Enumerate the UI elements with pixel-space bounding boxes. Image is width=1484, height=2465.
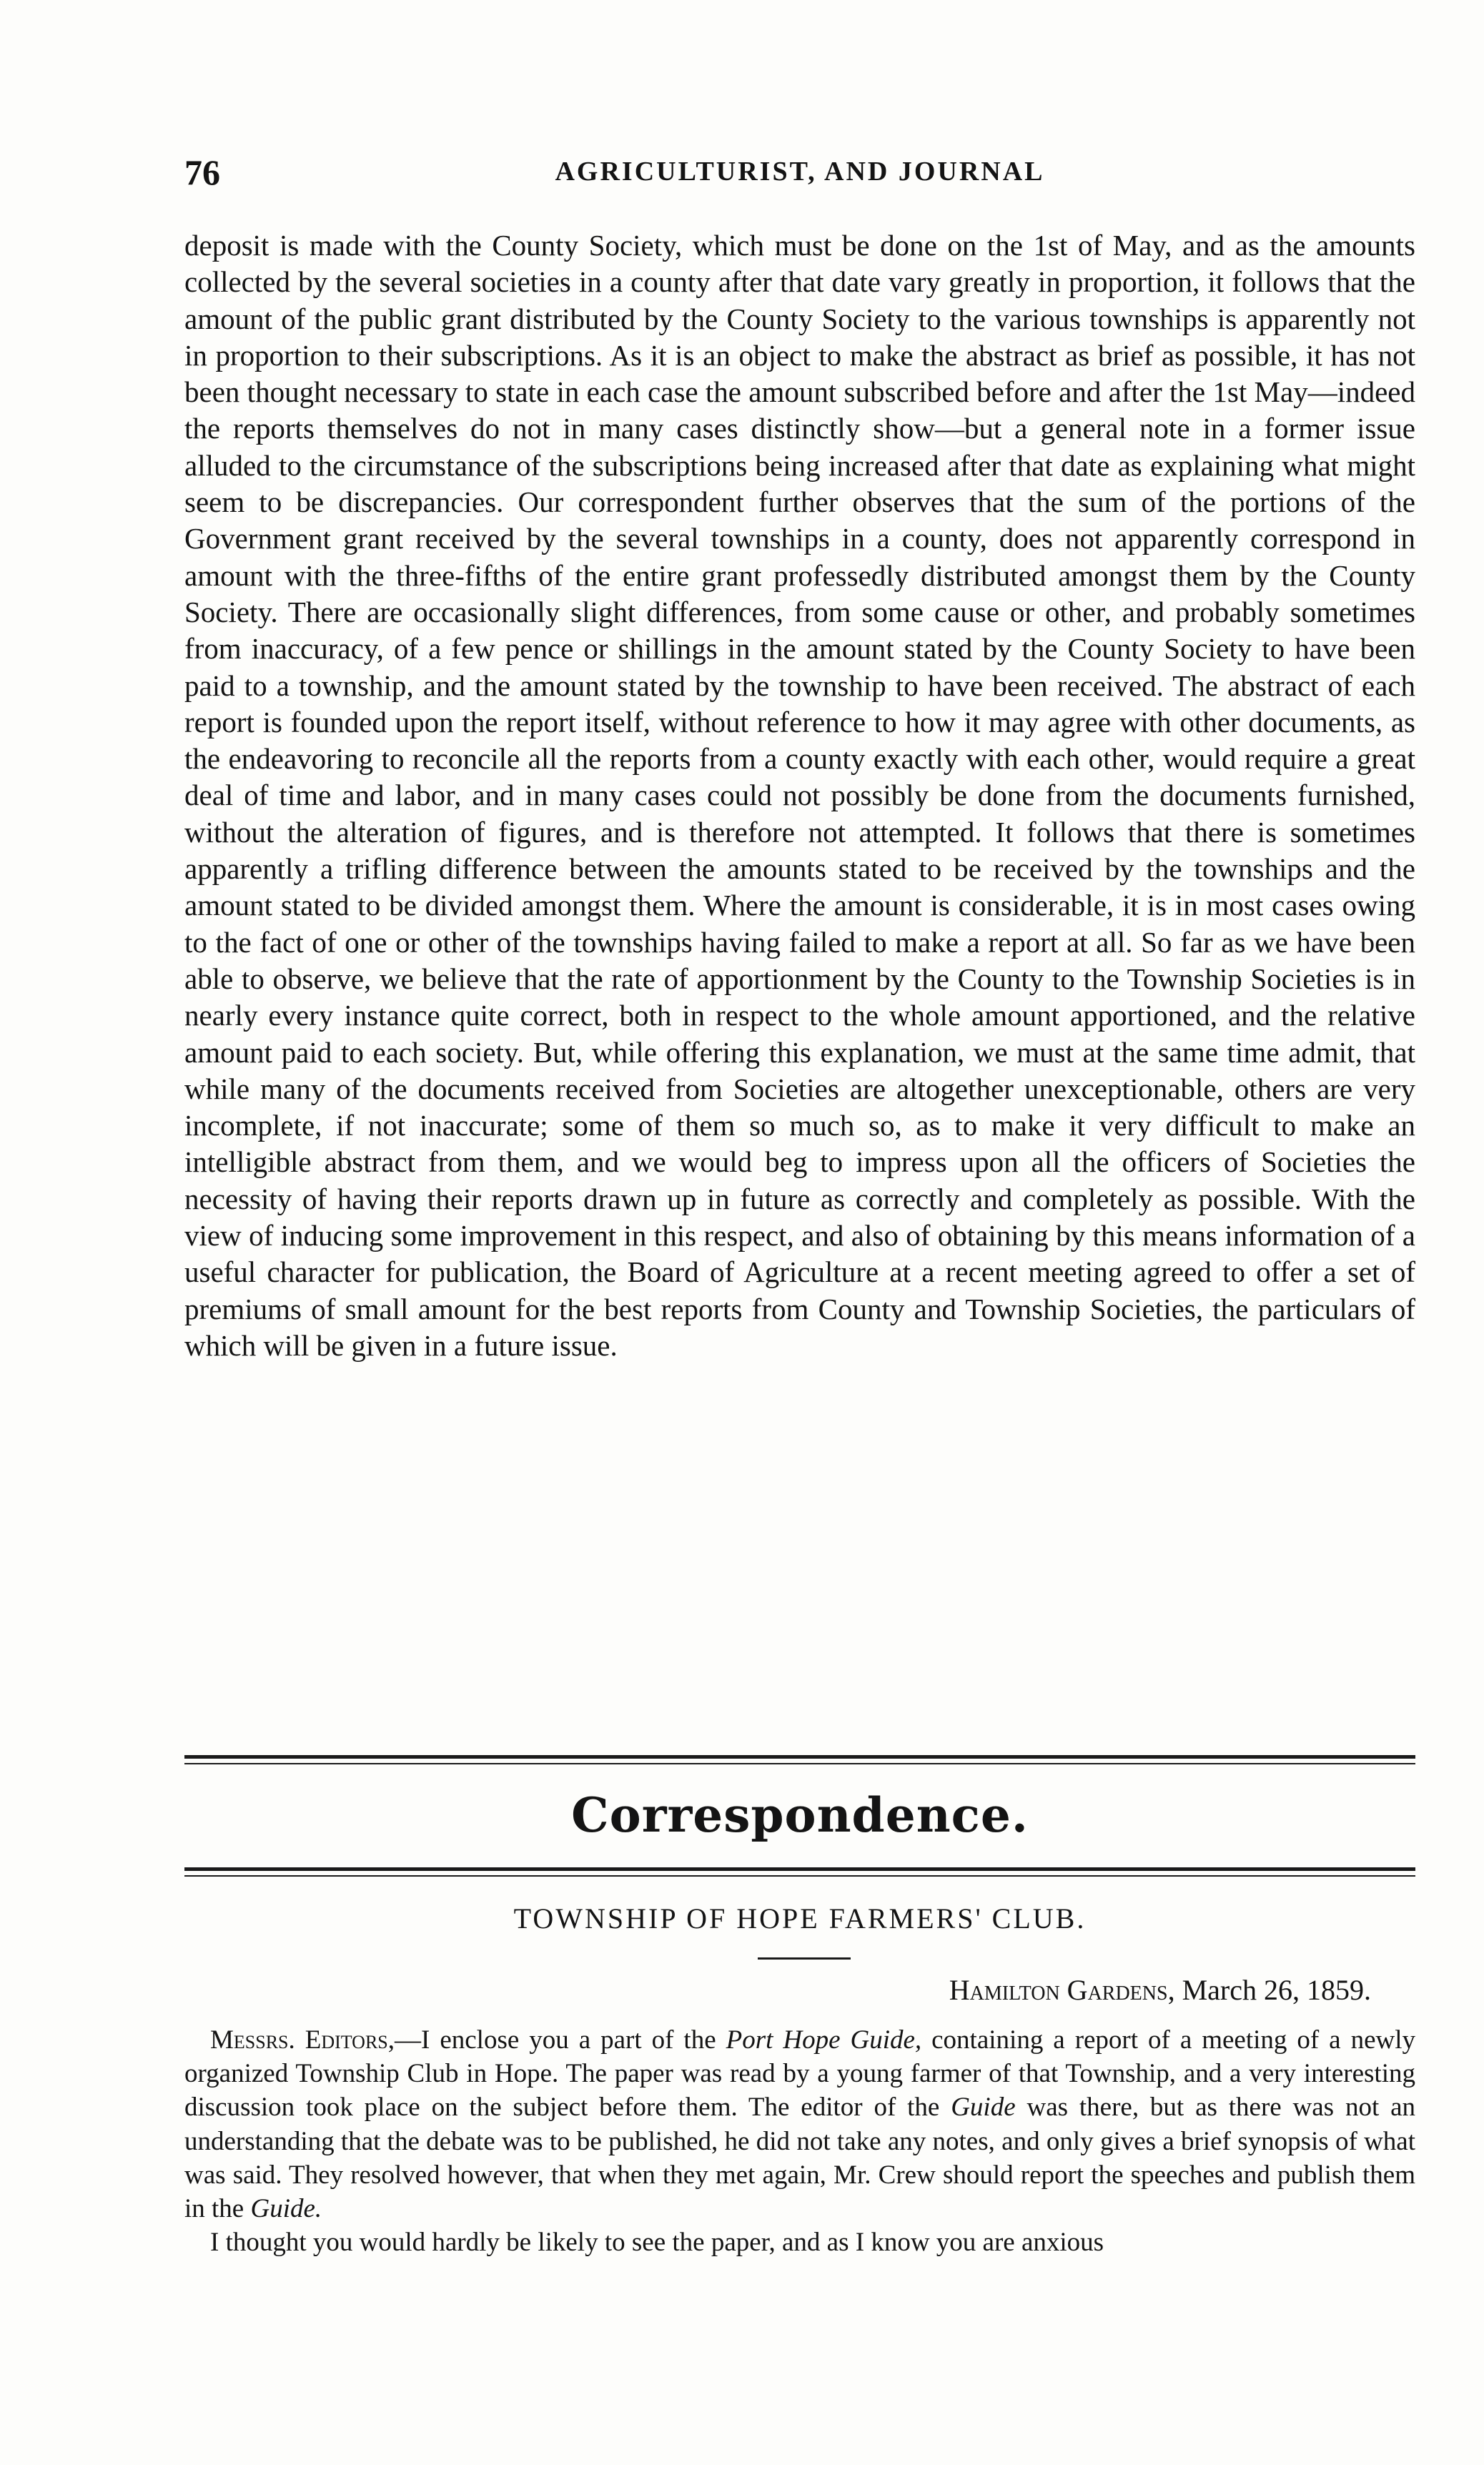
article-title: TOWNSHIP OF HOPE FARMERS' CLUB. [513, 1902, 1087, 1935]
running-head: AGRICULTURIST, AND JOURNAL [555, 157, 1045, 187]
letter-paragraph [184, 2023, 1415, 2226]
body-text [184, 227, 1415, 1364]
section-rule-top [184, 1755, 1415, 1759]
title-rule [758, 1957, 851, 1960]
page-number: 76 [184, 152, 220, 192]
section-rule-bottom [184, 1867, 1415, 1871]
section-heading: Correspondence. [571, 1787, 1029, 1843]
newspaper-name: Guide. [250, 2194, 322, 2224]
letter-paragraph: I thought you would hardly be likely to see the paper, and as I know you are anxious [210, 2228, 1104, 2258]
dateline-date: March 26, 1859. [1182, 1974, 1371, 2006]
page-header [184, 152, 1415, 194]
body-paragraph: deposit is made with the County Society, which must be done on the 1st of May, and as the amounts collected by the several societies in a county after that date vary greatly in proportion, it follows that the amount of the public grant distributed by the County Society to the various townships is apparently not in proportion to their subscriptions. As it is an object to make the abstract as brief as possible, it has not been thought necessary to state in each case the amount subscribed before and after the 1st May—indeed the reports themselves do not in many cases distinctly show—but a general note in a former issue alluded to the circumstance of the subscriptions being increased after that date as explaining what might seem to be discrepancies. Our correspondent further observes that the sum of the portions of the Government grant received by the several townships in a county, does not apparently correspond in amount with the three-fifths of the entire grant professedly distributed amongst them by the County Society. There are occasionally slight differences, from some cause or other, and probably sometimes from inaccuracy, of a few pence or shillings in the amount stated by the County Society to have been paid to a township, and the amount stated by the township to have been received. The abstract of each report is founded upon the report itself, without reference to how it may agree with other documents, as the endeavoring to reconcile all the reports from a county exactly with each other, would require a great deal of time and labor, and in many cases could not possibly be done from the documents furnished, without the alteration of figures, and is therefore not attempted. It follows that there is sometimes apparently a trifling difference between the amounts stated to be received by the townships and the amount stated to be divided amongst them. Where the amount is considerable, it is in most cases owing to the fact of one or other of the townships having failed to make a report at all. So far as we have been able to observe, we believe that the rate of apportionment by the County to the Township Societies is in nearly every instance quite correct, both in respect to the whole amount apportioned, and the relative amount paid to each society. But, while offering this explanation, we must at the same time admit, that while many of the documents received from Societies are altogether unexceptionable, others are very incomplete, if not inaccurate; some of them so much so, as to make it very difficult to make an intelligible abstract from them, and we would beg to impress upon all the officers of Societies the necessity of having their reports drawn up in future as correctly and completely as possible. With the view of inducing some improvement in this respect, and also of obtaining by this means information of a useful character for publication, the Board of Agriculture at a recent meeting agreed to offer a set of premiums of small amount for the best reports from County and Township Societies, the particulars of which will be given in a future issue. [184, 229, 1415, 1362]
letter-text-part: was there, but as there was not an understanding that the debate was to be published, he did not take any notes, and only gives a brief synopsis of what was said. They resolved however, that when they met again, Mr. Crew should report the speeches and publish them in the [184, 2093, 1415, 2224]
letter-text-part: —I enclose you a part of the [395, 2025, 726, 2055]
salutation: Messrs. Editors, [210, 2025, 395, 2055]
letter-text-part: containing a report of a meeting of a newly organized Township Club in Hope. The paper was read by a young farmer of that Township, and a very interesting discussion took place on the subject before them. The editor of the [184, 2025, 1415, 2123]
dateline [184, 1973, 1371, 2007]
letter-text [184, 2023, 1415, 2259]
dateline-place: Hamilton Gardens, [949, 1974, 1175, 2006]
newspaper-name: Guide [951, 2093, 1016, 2123]
newspaper-name: Port Hope Guide, [726, 2025, 922, 2055]
